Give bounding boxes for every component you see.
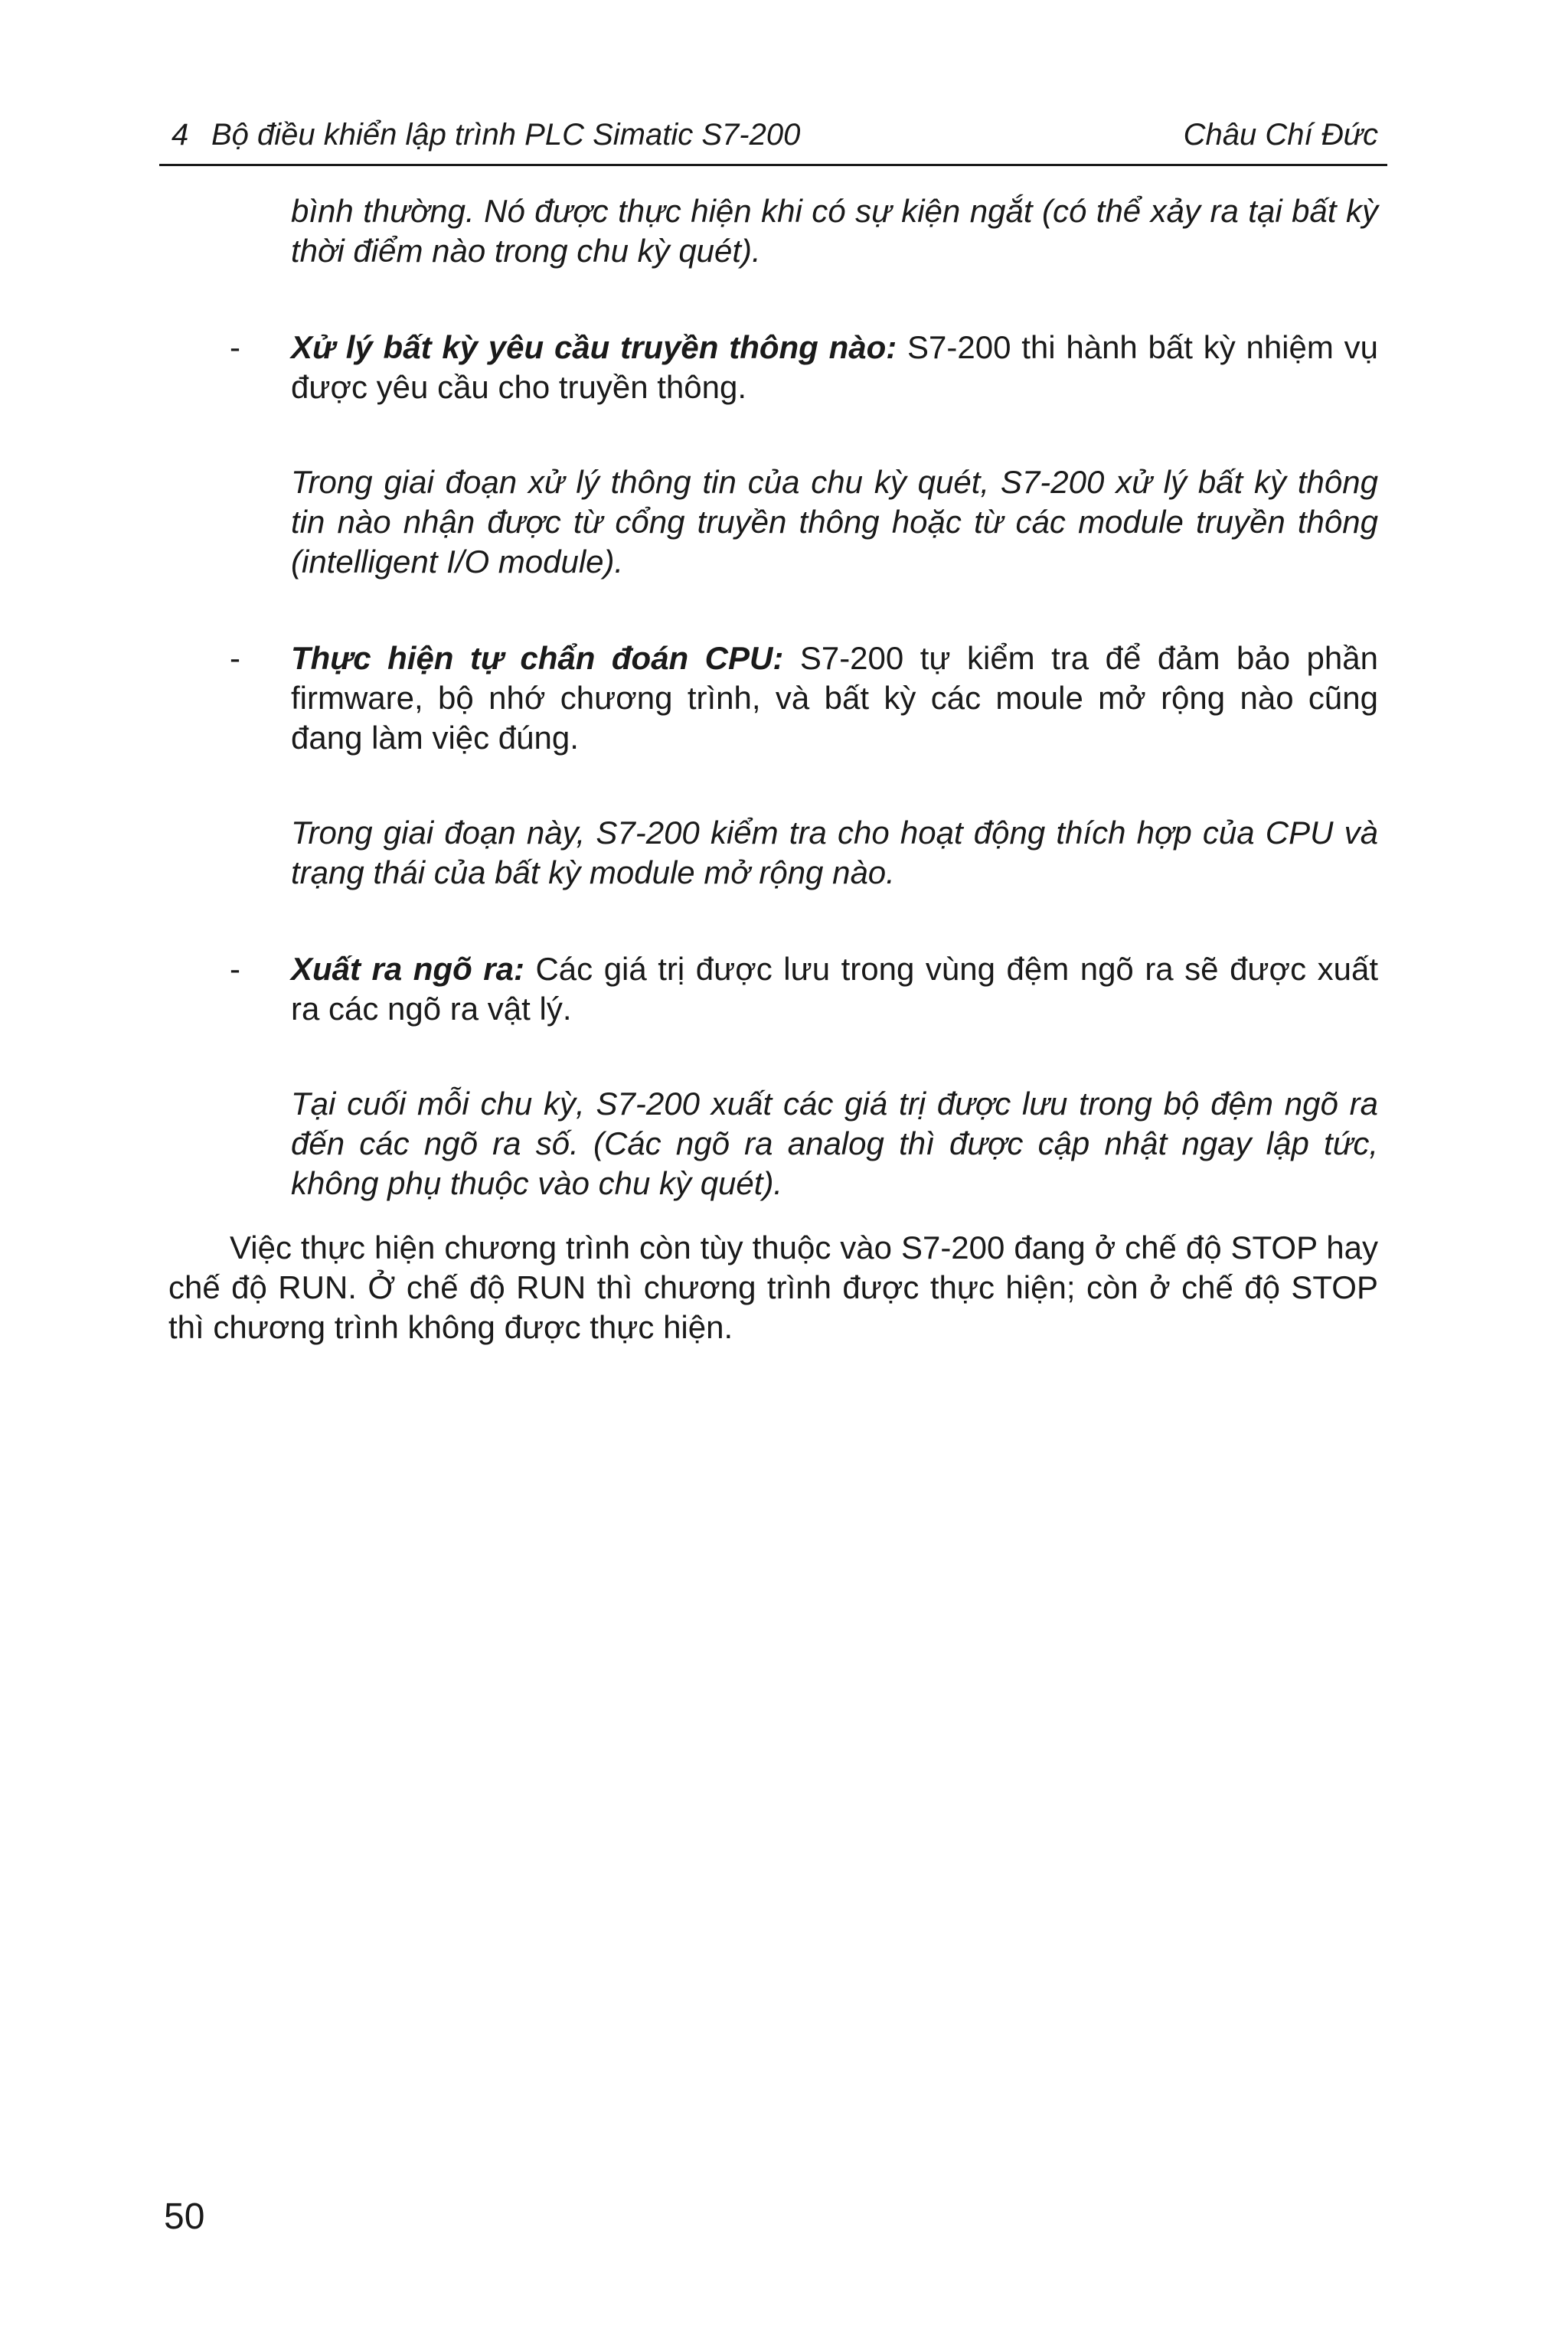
intro-continuation: bình thường. Nó được thực hiện khi có sự kiện ngắt (có thể xảy ra tại bất kỳ thời điểm nào trong chu kỳ quét). <box>291 193 1378 269</box>
item-text: S7-200 thi hành bất kỳ nhiệm vụ được yêu cầu cho truyền thông. <box>291 329 1378 405</box>
author-name: Châu Chí Đức <box>1183 118 1378 152</box>
item-text: S7-200 tự kiểm tra để đảm bảo phần firmware, bộ nhớ chương trình, và bất kỳ các moule mở rộng nào cũng đang làm việc đúng. <box>291 640 1378 756</box>
closing-paragraph: Việc thực hiện chương trình còn tùy thuộc vào S7-200 đang ở chế độ STOP hay chế độ RUN. Ở chế độ RUN thì chương trình được thực hiện; còn ở chế độ STOP thì chương trình không được thực hiện. <box>168 1230 1378 1345</box>
bullet-dash: - <box>230 640 240 676</box>
item-note: Tại cuối mỗi chu kỳ, S7-200 xuất các giá trị được lưu trong bộ đệm ngõ ra đến các ngõ ra số. (Các ngõ ra analog thì được cập nhật ngay lập tức, không phụ thuộc vào chu kỳ quét). <box>291 1086 1378 1201</box>
item-term: Xuất ra ngõ ra: <box>291 951 524 987</box>
list-item-communication <box>230 328 1378 407</box>
item-term: Thực hiện tự chẩn đoán CPU: <box>291 640 784 676</box>
item-text: Các giá trị được lưu trong vùng đệm ngõ ra sẽ được xuất ra các ngõ ra vật lý. <box>291 951 1378 1027</box>
page-body <box>168 191 1378 1347</box>
list-item-write-outputs <box>230 949 1378 1029</box>
list-item-self-diagnosis <box>230 638 1378 758</box>
running-header <box>159 113 1387 156</box>
page-number: 50 <box>164 2196 205 2237</box>
item-term: Xử lý bất kỳ yêu cầu truyền thông nào: <box>291 329 897 365</box>
book-title: Bộ điều khiển lập trình PLC Simatic S7-200 <box>211 118 801 152</box>
chapter-number: 4 <box>172 118 189 152</box>
header-divider <box>159 164 1387 166</box>
item-note: Trong giai đoạn này, S7-200 kiểm tra cho hoạt động thích hợp của CPU và trạng thái của bất kỳ module mở rộng nào. <box>291 815 1378 890</box>
bullet-dash: - <box>230 951 240 987</box>
bullet-dash: - <box>230 329 240 365</box>
item-note: Trong giai đoạn xử lý thông tin của chu kỳ quét, S7-200 xử lý bất kỳ thông tin nào nhận được từ cổng truyền thông hoặc từ các module truyền thông (intelligent I/O module). <box>291 464 1378 580</box>
